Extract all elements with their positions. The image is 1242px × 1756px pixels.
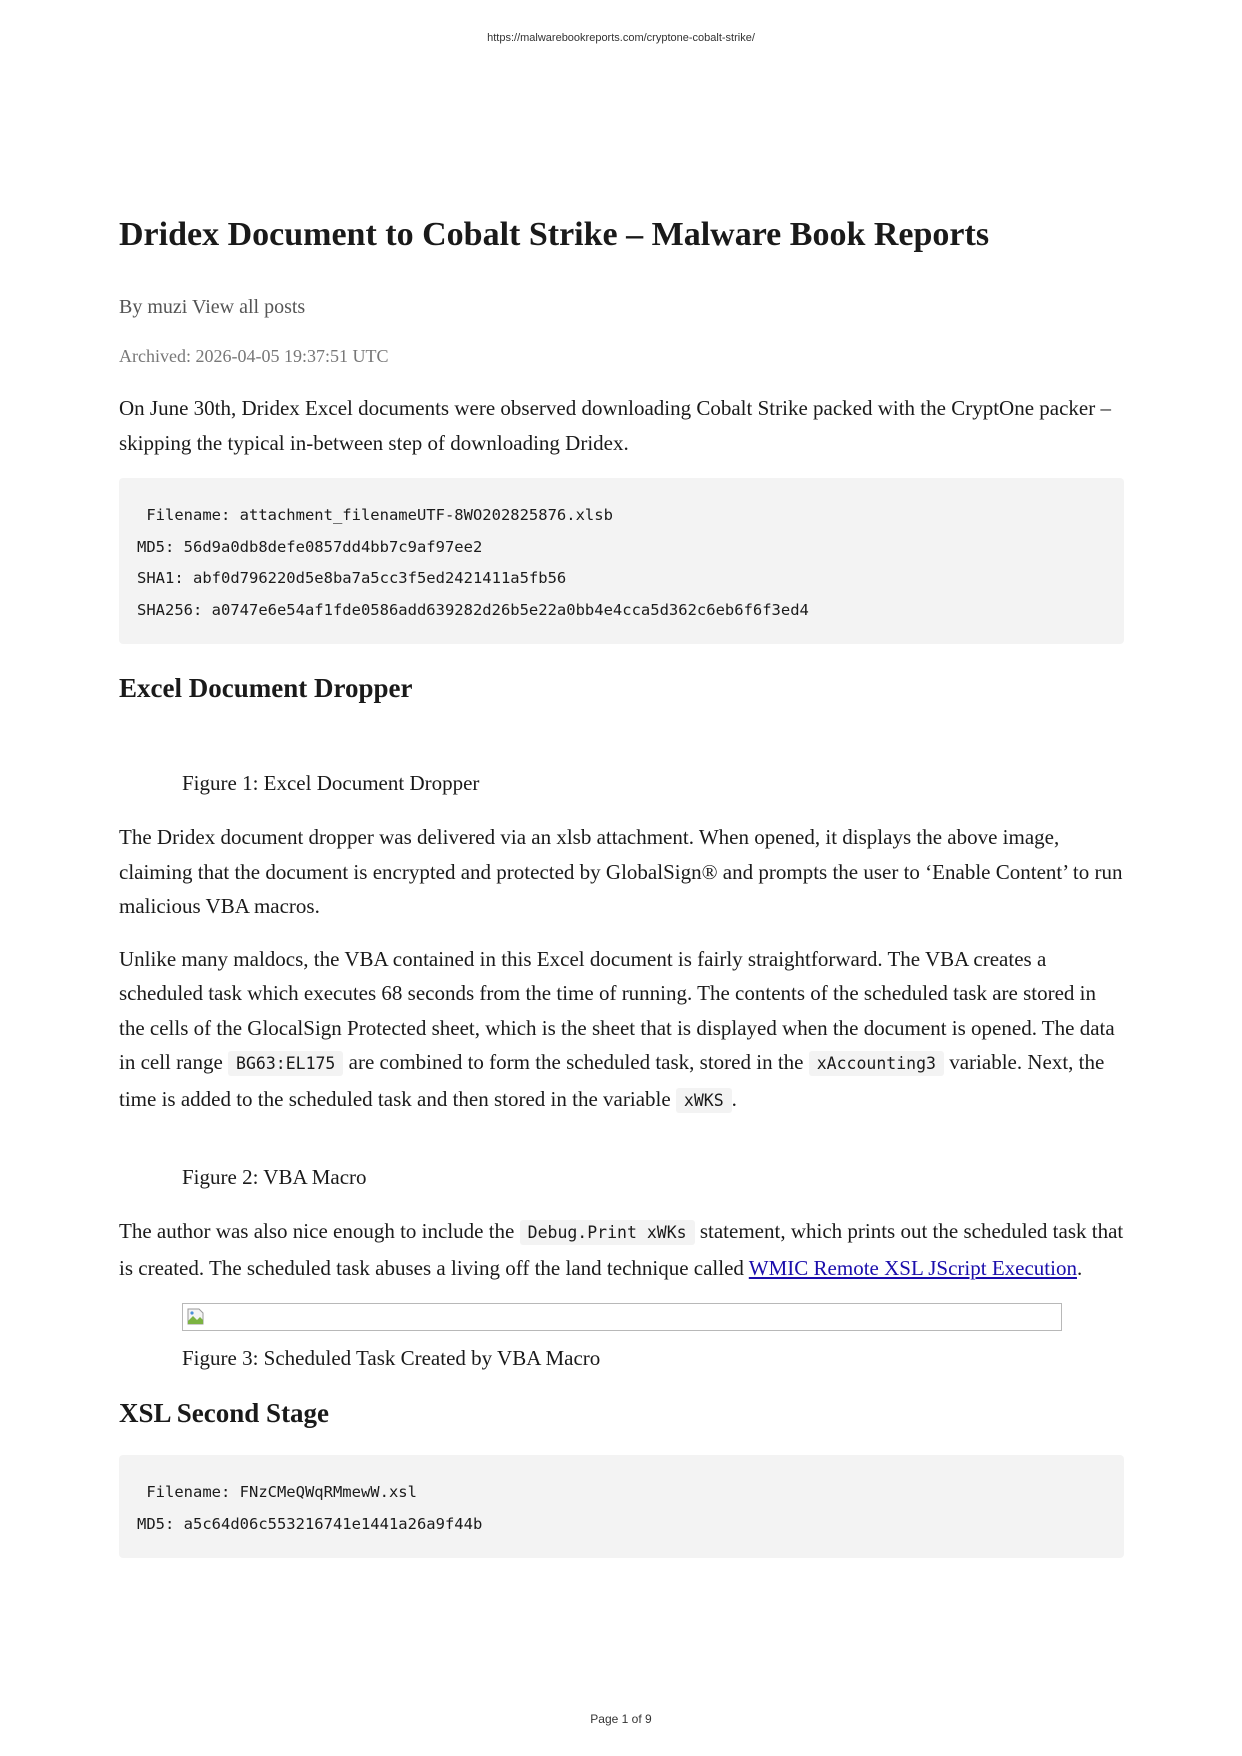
article <box>119 213 1124 1584</box>
page-url-header: https://malwarebookreports.com/cryptone-cobalt-strike/ <box>487 32 755 44</box>
wmic-text-2: statement, which prints out the scheduled task that is created. The scheduled task abuses a living off the land technique called <box>119 1219 1124 1280</box>
broken-image-icon <box>186 1307 206 1327</box>
archived-timestamp: Archived: 2026-04-05 19:37:51 UTC <box>119 346 389 366</box>
variable-xaccounting3-code: xAccounting3 <box>809 1051 944 1076</box>
wmic-text-1: The author was also nice enough to include the <box>119 1219 520 1243</box>
wmic-paragraph <box>119 1214 1124 1285</box>
section-heading-excel-dropper: Excel Document Dropper <box>119 673 413 703</box>
hash-codeblock-xsl <box>119 1455 1124 1558</box>
hash-sha256: SHA256: a0747e6e54af1fde0586add639282d26b5e22a0bb4e4cca5d362c6eb6f6f3ed4 <box>137 600 809 619</box>
hash-md5: MD5: 56d9a0db8defe0857dd4bb7c9af97ee2 <box>137 537 483 556</box>
intro-paragraph: On June 30th, Dridex Excel documents were observed downloading Cobalt Strike packed with the CryptOne packer – skipping the typical in-between step of downloading Dridex. <box>119 396 1111 455</box>
section-heading-xsl-second-stage: XSL Second Stage <box>119 1398 330 1428</box>
hash-filename-xsl: Filename: FNzCMeQWqRMmewW.xsl <box>137 1483 417 1501</box>
cell-range-code: BG63:EL175 <box>228 1051 343 1076</box>
author-byline: By muzi View all posts <box>119 296 306 318</box>
article-title: Dridex Document to Cobalt Strike – Malware Book Reports <box>119 216 990 253</box>
hash-filename: Filename: attachment_filenameUTF-8WO202825876.xlsb <box>137 506 613 524</box>
vba-paragraph <box>119 942 1124 1119</box>
wmic-text-3: . <box>1076 1255 1083 1280</box>
figure-2-caption: Figure 2: VBA Macro <box>182 1165 367 1189</box>
hash-codeblock-xlsb <box>119 478 1124 644</box>
vba-text-2: are combined to form the scheduled task, stored in the <box>343 1050 809 1074</box>
vba-text-1: Unlike many maldocs, the VBA contained in this Excel document is fairly straightforward. The VBA creates a scheduled task which executes 68 seconds from the time of running. The contents of the scheduled task are stored in the cells of the GlocalSign Protected sheet, which is the sheet that is displayed when the document is opened. The data in cell range <box>119 946 1115 1074</box>
wmic-technique-link[interactable]: WMIC Remote XSL JScript Execution <box>748 1255 1077 1280</box>
figure-1-caption: Figure 1: Excel Document Dropper <box>182 771 480 795</box>
figure-3-caption: Figure 3: Scheduled Task Created by VBA Macro <box>182 1346 601 1370</box>
dropper-paragraph: The Dridex document dropper was delivered via an xlsb attachment. When opened, it displays the above image, claiming that the document is encrypted and protected by GlobalSign® and prompts the user to ‘Enable Content’ to run malicious VBA macros. <box>119 825 1123 918</box>
hash-sha1: SHA1: abf0d796220d5e8ba7a5cc3f5ed2421411a5fb56 <box>137 569 567 587</box>
hash-md5-xsl: MD5: a5c64d06c553216741e1441a26a9f44b <box>137 1514 483 1533</box>
vba-text-3: variable. Next, the time is added to the scheduled task and then stored in the variable <box>119 1050 1105 1111</box>
variable-xwks-code: xWKS <box>676 1088 732 1113</box>
debug-print-code: Debug.Print xWKs <box>520 1220 695 1245</box>
page-number-footer: Page 1 of 9 <box>590 1712 652 1726</box>
vba-text-4: . <box>731 1086 737 1111</box>
figure-3-broken-image <box>182 1303 1062 1331</box>
